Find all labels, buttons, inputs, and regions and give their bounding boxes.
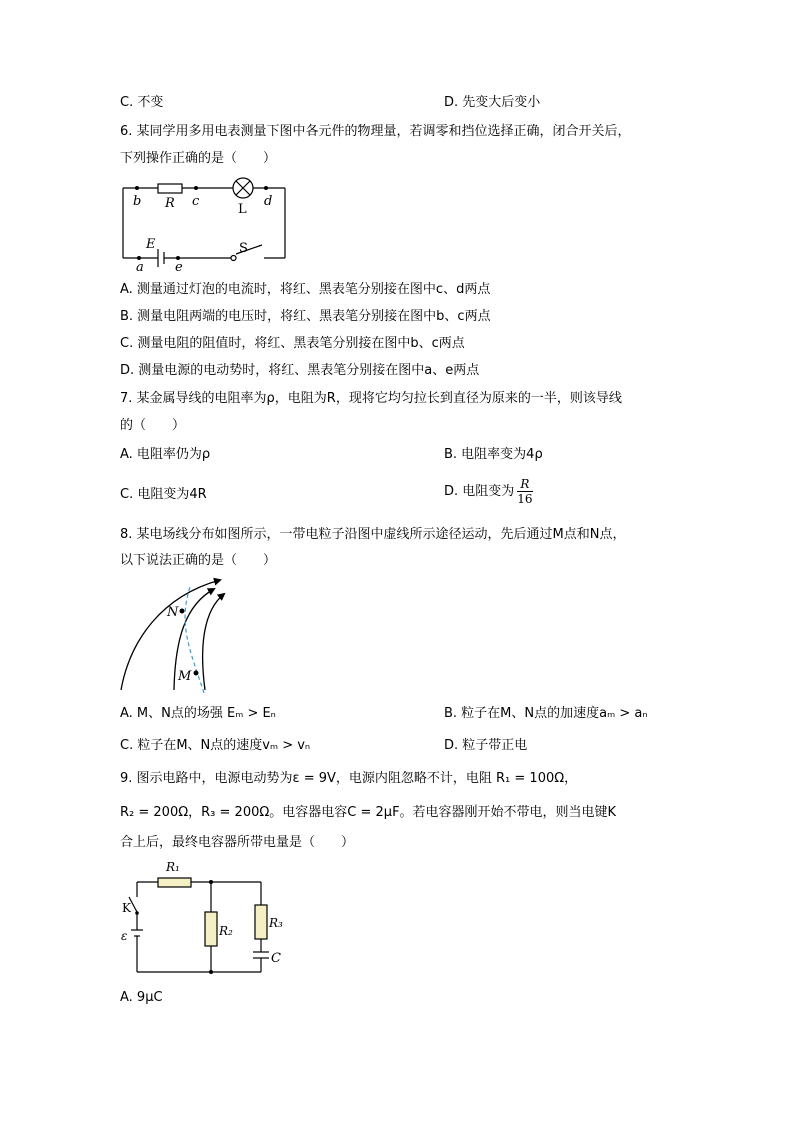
q9-stem-line3: 合上后，最终电容器所带电量是（ ） [120,835,355,850]
q6-option-d: D. 测量电源的电动势时，将红、黑表笔分别接在图中a、e两点 [120,363,480,378]
q6-label-e: e [175,260,183,275]
q6-stem-line1: 6. 某同学用多用电表测量下图中各元件的物理量，若调零和挡位选择正确，闭合开关后， [120,124,631,139]
q7-fraction-numerator: R [517,477,532,492]
q9-label-k: K [122,901,131,915]
q9-resistor-r1 [158,878,191,887]
q9-label-epsilon: ε [121,929,128,943]
q9-label-c: C [271,951,281,966]
q8-option-d: D. 粒子带正电 [444,738,528,753]
q7-option-c: C. 电阻变为4R [120,487,207,502]
q7-option-a: A. 电阻率仍为ρ [120,447,211,462]
q5-option-d: D. 先变大后变小 [444,95,541,110]
q8-label-n: N [167,605,179,620]
q9-label-r2: R₂ [219,924,233,938]
q7-stem-line1: 7. 某金属导线的电阻率为ρ，电阻为R，现将它均匀拉长到直径为原来的一半，则该导线 [120,391,622,406]
q6-label-e-source: E [146,237,156,252]
q8-option-b: B. 粒子在M、N点的加速度aₘ > aₙ [444,706,648,721]
q6-label-a: a [136,260,144,275]
q5-option-c: C. 不变 [120,95,164,110]
q7-fraction-denominator: 16 [517,492,533,506]
q6-option-b: B. 测量电阻两端的电压时，将红、黑表笔分别接在图中b、c两点 [120,309,491,324]
q6-label-b: b [133,194,142,209]
q6-label-d: d [264,194,273,209]
q8-option-c: C. 粒子在M、N点的速度vₘ > vₙ [120,738,311,753]
q9-resistor-r3 [255,905,267,939]
q8-stem-line1: 8. 某电场线分布如图所示，一带电粒子沿图中虚线所示途径运动，先后通过M点和N点， [120,527,626,542]
q9-resistor-r2 [205,912,217,946]
q8-option-a: A. M、N点的场强 Eₘ > Eₙ [120,706,276,721]
q6-option-c: C. 测量电阻的阻值时，将红、黑表笔分别接在图中b、c两点 [120,336,465,351]
q6-label-r: R [165,196,175,211]
q8-stem-line2: 以下说法正确的是（ ） [120,553,277,568]
q7-stem-line2: 的（ ） [120,418,186,433]
q9-label-r3: R₃ [269,916,283,930]
q6-option-a: A. 测量通过灯泡的电流时，将红、黑表笔分别接在图中c、d两点 [120,282,491,297]
q7-option-b: B. 电阻率变为4ρ [444,447,543,462]
q6-stem-line2: 下列操作正确的是（ ） [120,151,277,166]
q9-option-a: A. 9μC [120,990,163,1005]
q9-stem-line1: 9. 图示电路中，电源电动势为ε = 9V，电源内阻忽略不计，电阻 R₁ = 100Ω， [120,771,578,786]
q6-label-s: S [239,241,248,256]
q6-label-c: c [192,194,200,209]
q7-option-d-text: D. 电阻变为 [444,484,515,499]
q6-label-l: L [238,202,247,217]
q9-stem-line2: R₂ = 200Ω，R₃ = 200Ω。电容器电容C = 2μF。若电容器刚开始不带电，则当电键K [120,805,617,820]
q8-label-m: M [178,669,192,684]
q9-label-r1: R₁ [166,860,180,874]
